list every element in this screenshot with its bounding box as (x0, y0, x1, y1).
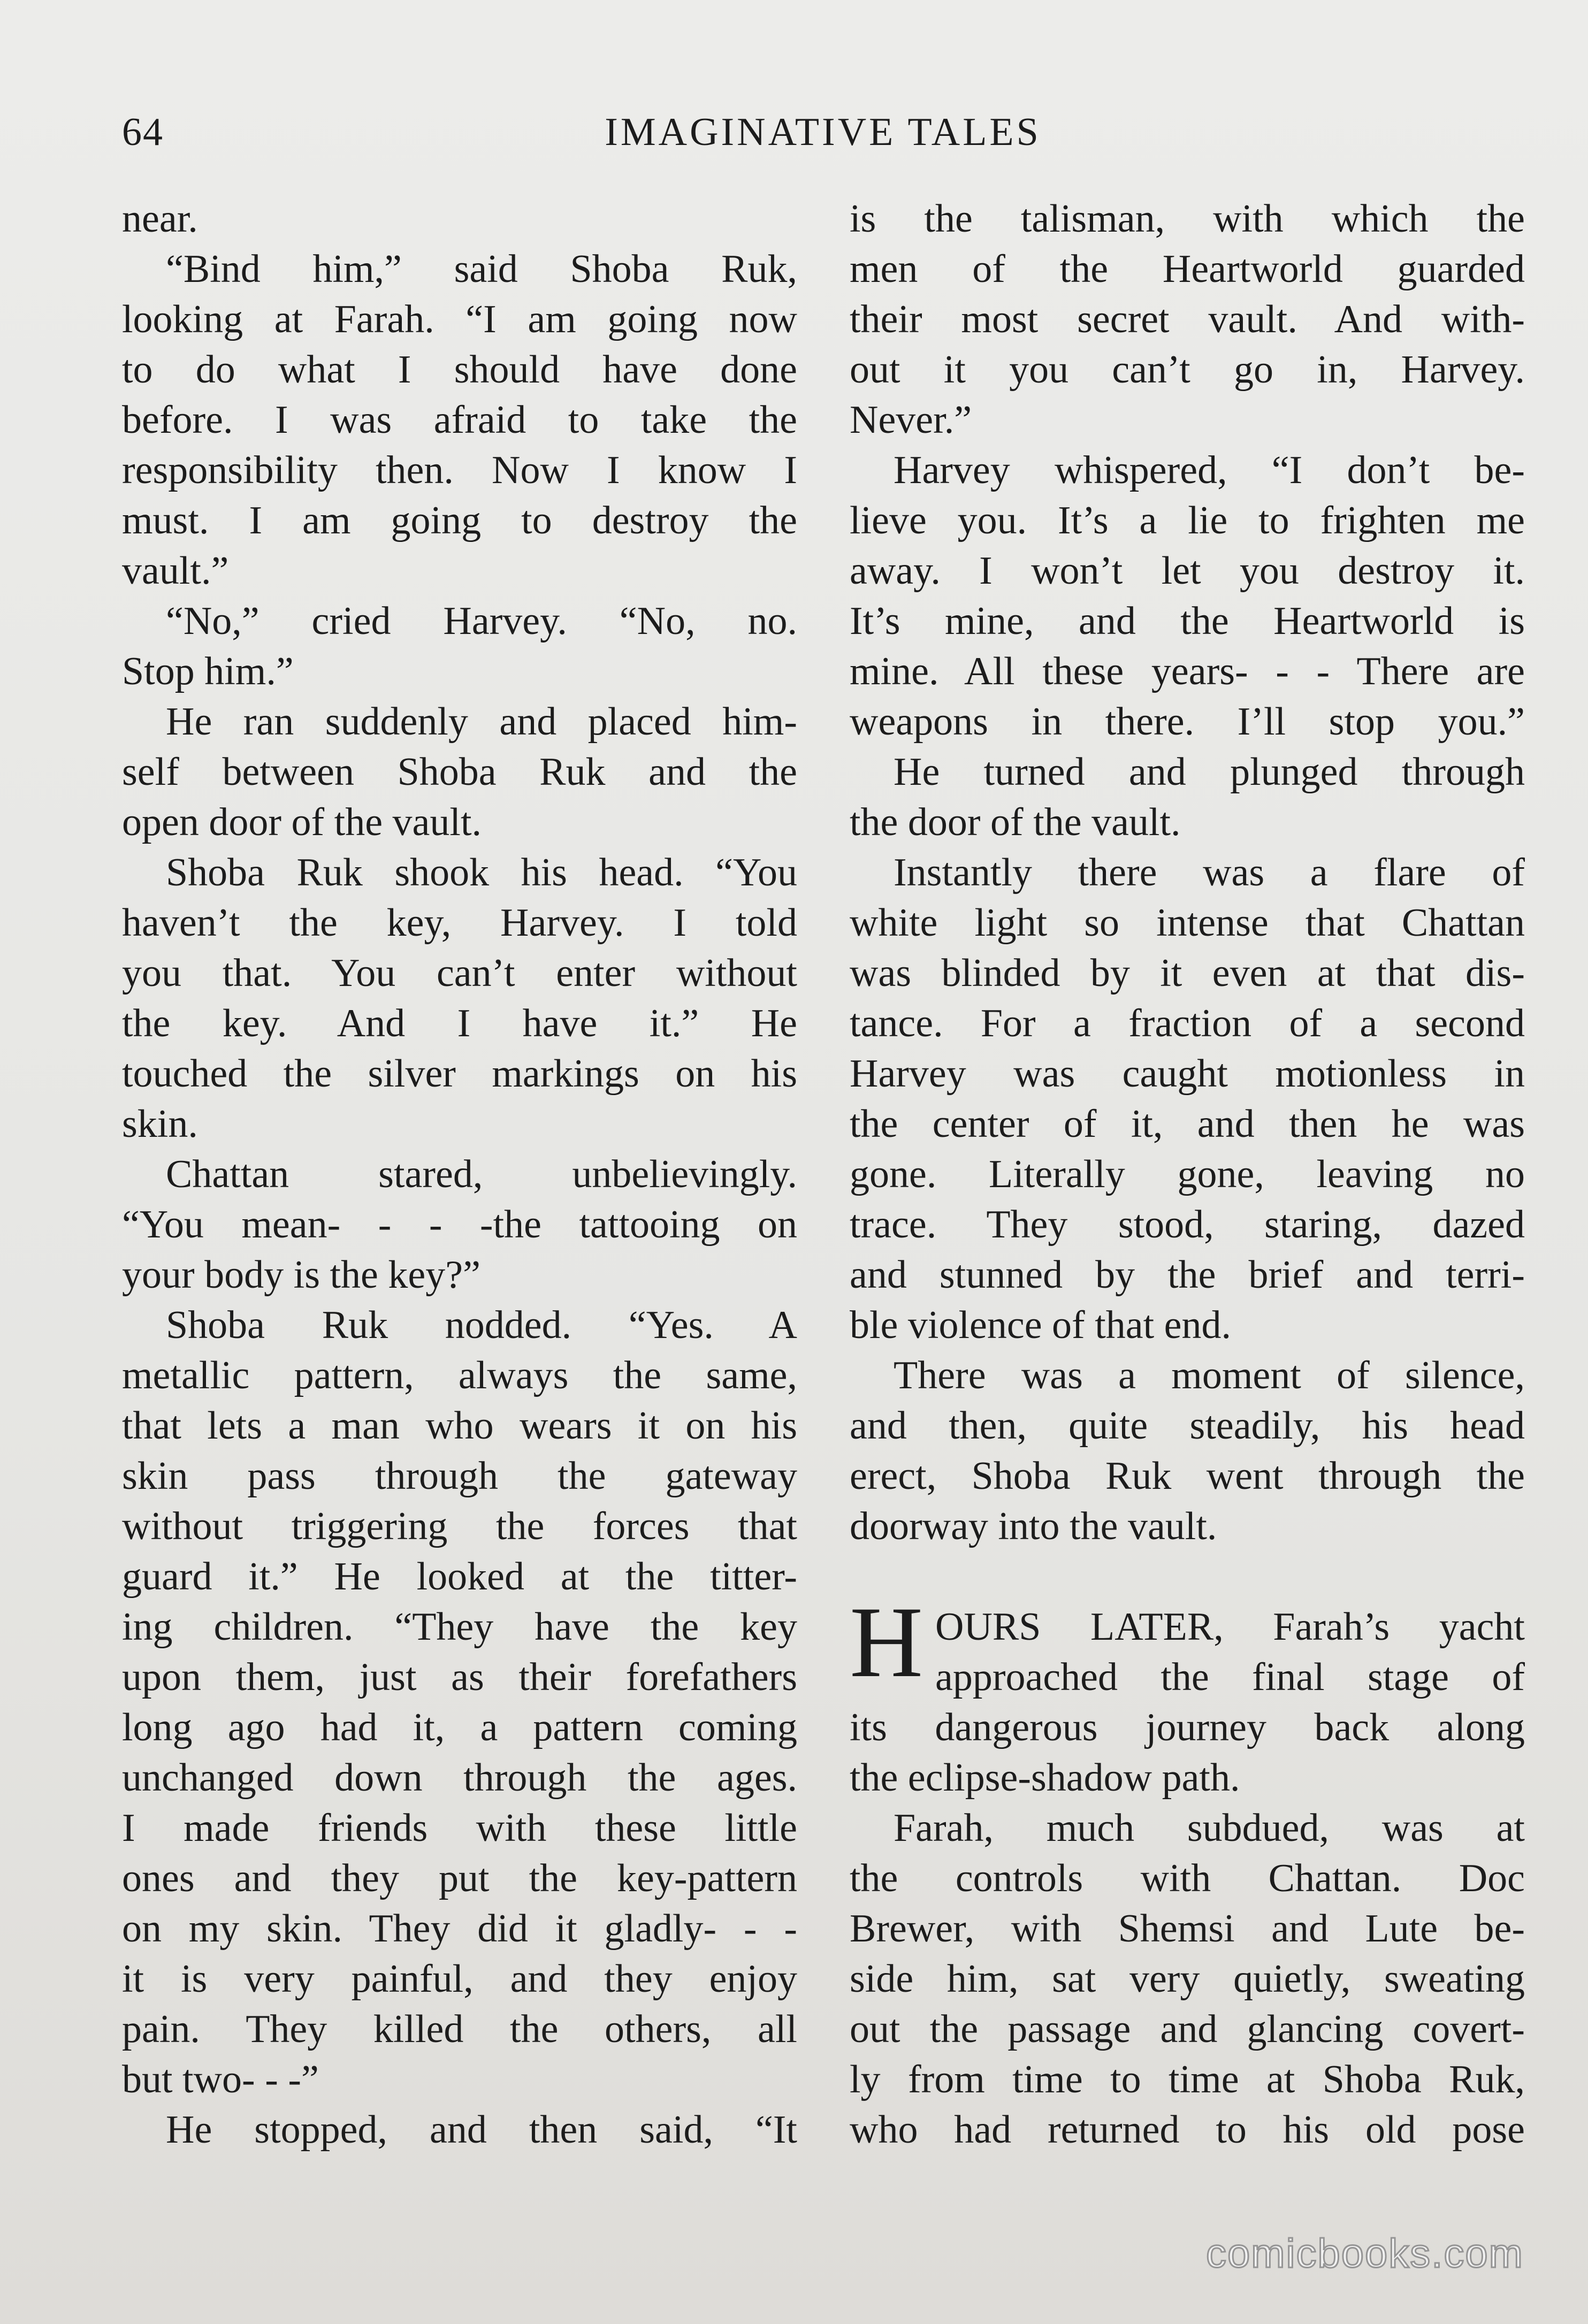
text-line: long ago had it, a pattern coming (122, 1706, 797, 1749)
text-line: OURS LATER, Farah’s yacht (935, 1605, 1525, 1649)
text-line: Harvey was caught motionless in (850, 1052, 1525, 1096)
text-line: weapons in there. I’ll stop you.” (850, 700, 1525, 744)
text-line: unchanged down through the ages. (122, 1756, 797, 1800)
text-line: upon them, just as their forefathers (122, 1655, 797, 1699)
text-line: out it you can’t go in, Harvey. (850, 348, 1525, 392)
text-line: your body is the key?” (122, 1253, 480, 1297)
running-title: IMAGINATIVE TALES (605, 110, 1041, 154)
text-line: away. I won’t let you destroy it. (850, 549, 1525, 593)
text-line: the key. And I have it.” He (122, 1002, 797, 1045)
text-line: doorway into the vault. (850, 1504, 1217, 1548)
text-line: pain. They killed the others, all (122, 2007, 797, 2051)
text-line: Instantly there was a flare of (894, 851, 1525, 895)
text-line: must. I am going to destroy the (122, 499, 797, 542)
text-line: lieve you. It’s a lie to frighten me (850, 499, 1525, 542)
text-line: the controls with Chattan. Doc (850, 1856, 1525, 1900)
text-line: There was a moment of silence, (894, 1354, 1525, 1397)
text-line: trace. They stood, staring, dazed (850, 1203, 1525, 1247)
text-line: metallic pattern, always the same, (122, 1354, 797, 1397)
text-line: gone. Literally gone, leaving no (850, 1152, 1525, 1196)
text-line: “Bind him,” said Shoba Ruk, (166, 247, 797, 291)
text-line: Brewer, with Shemsi and Lute be- (850, 1907, 1525, 1951)
text-line: and then, quite steadily, his head (850, 1404, 1525, 1448)
text-line: touched the silver markings on his (122, 1052, 797, 1096)
text-line: He stopped, and then said, “It (166, 2108, 797, 2152)
text-line: white light so intense that Chattan (850, 901, 1525, 945)
text-line: guard it.” He looked at the titter- (122, 1555, 797, 1599)
section-opening (850, 1586, 1525, 1702)
text-line: “No,” cried Harvey. “No, no. (166, 599, 797, 643)
text-line: I made friends with these little (122, 1806, 797, 1850)
text-line: “You mean- - - -the tattooing on (122, 1203, 797, 1247)
page-number: 64 (122, 110, 164, 154)
text-line: looking at Farah. “I am going now (122, 297, 797, 341)
text-line: who had returned to his old pose (850, 2108, 1525, 2152)
page-header (122, 110, 1524, 169)
text-line: but two- - -” (122, 2058, 319, 2101)
text-line: before. I was afraid to take the (122, 398, 797, 442)
text-line: ones and they put the key-pattern (122, 1856, 797, 1900)
text-line: open door of the vault. (122, 800, 482, 844)
text-line: self between Shoba Ruk and the (122, 750, 797, 794)
text-line: haven’t the key, Harvey. I told (122, 901, 797, 945)
text-line: you that. You can’t enter without (122, 951, 797, 995)
text-line: its dangerous journey back along (850, 1706, 1525, 1749)
text-line: the door of the vault. (850, 800, 1181, 844)
text-line: He turned and plunged through (894, 750, 1525, 794)
text-line: without triggering the forces that (122, 1504, 797, 1548)
text-line: Chattan stared, unbelievingly. (166, 1152, 797, 1196)
drop-cap: H (850, 1586, 923, 1699)
text-line: skin pass through the gateway (122, 1454, 797, 1498)
text-line: was blinded by it even at that dis- (850, 951, 1525, 995)
text-line: It’s mine, and the Heartworld is (850, 599, 1525, 643)
text-line: men of the Heartworld guarded (850, 247, 1525, 291)
text-line: Harvey whispered, “I don’t be- (894, 448, 1525, 492)
text-line: Stop him.” (122, 649, 294, 693)
text-line: approached the final stage of (935, 1655, 1525, 1699)
text-line: out the passage and glancing covert- (850, 2007, 1525, 2051)
text-line: Never.” (850, 398, 972, 442)
text-line: their most secret vault. And with- (850, 297, 1525, 341)
text-line: ble violence of that end. (850, 1303, 1232, 1347)
text-line: ly from time to time at Shoba Ruk, (850, 2058, 1525, 2101)
text-line: that lets a man who wears it on his (122, 1404, 797, 1448)
text-line: on my skin. They did it gladly- - - (122, 1907, 797, 1951)
text-line: Shoba Ruk shook his head. “You (166, 851, 797, 895)
text-line: the eclipse-shadow path. (850, 1756, 1240, 1800)
text-line: side him, sat very quietly, sweating (850, 1957, 1525, 2001)
text-line: tance. For a fraction of a second (850, 1002, 1525, 1045)
text-line: to do what I should have done (122, 348, 797, 392)
section-break (850, 1551, 1525, 1602)
watermark: comicbooks.com (1206, 2231, 1524, 2276)
text-line: erect, Shoba Ruk went through the (850, 1454, 1525, 1498)
text-line: skin. (122, 1102, 198, 1146)
left-column (122, 194, 797, 2155)
text-line: vault.” (122, 549, 229, 593)
text-line: it is very painful, and they enjoy (122, 1957, 797, 2001)
right-column (850, 194, 1525, 2155)
text-line: and stunned by the brief and terri- (850, 1253, 1525, 1297)
text-line: ing children. “They have the key (122, 1605, 797, 1649)
text-line: Shoba Ruk nodded. “Yes. A (166, 1303, 797, 1347)
text-line: near. (122, 197, 198, 241)
text-line: Farah, much subdued, was at (894, 1806, 1525, 1850)
text-line: mine. All these years- - - There are (850, 649, 1525, 693)
text-line: the center of it, and then he was (850, 1102, 1525, 1146)
text-line: He ran suddenly and placed him- (166, 700, 797, 744)
text-line: is the talisman, with which the (850, 197, 1525, 241)
text-line: responsibility then. Now I know I (122, 448, 797, 492)
